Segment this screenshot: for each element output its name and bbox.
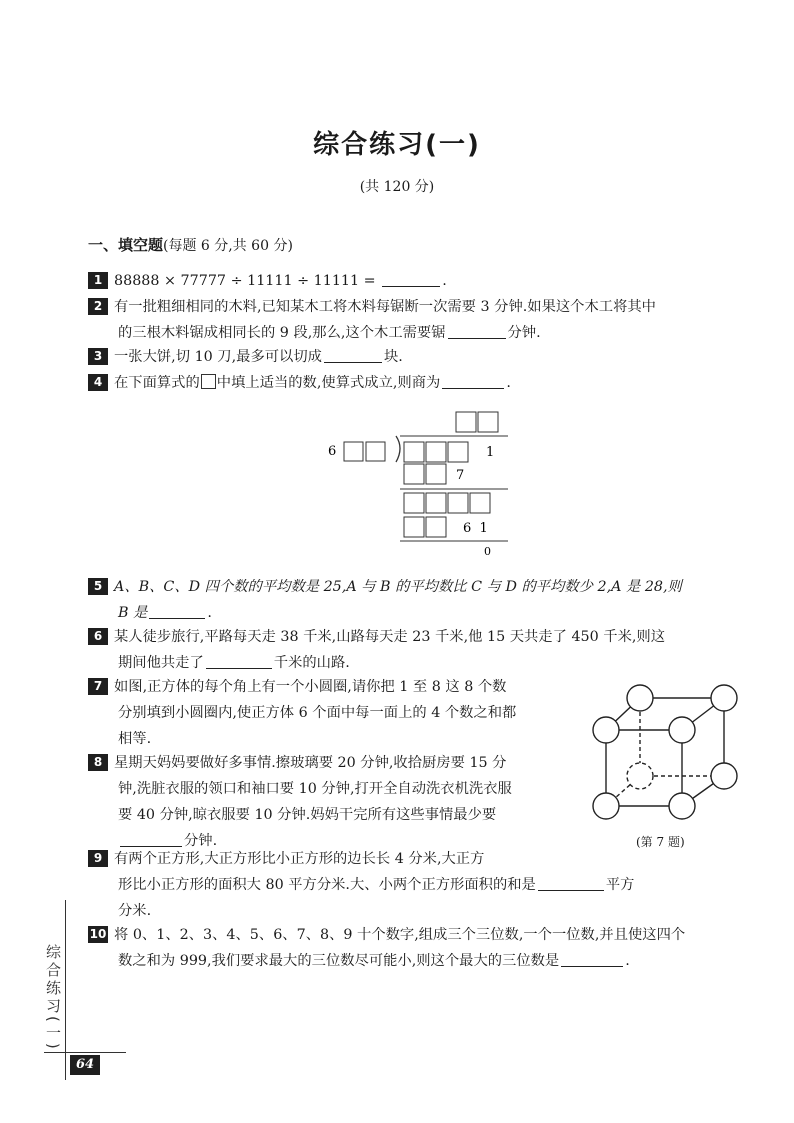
divisor-digit: 6	[328, 444, 337, 459]
cube-vertex-circle[interactable]	[711, 685, 737, 711]
question-number: 10	[89, 927, 107, 941]
cube-figure	[586, 680, 746, 830]
side-rule	[65, 900, 66, 1080]
remainder-box[interactable]	[448, 493, 468, 513]
question-6	[88, 624, 665, 676]
question-10	[88, 922, 685, 974]
answer-blank[interactable]	[149, 604, 205, 619]
answer-blank[interactable]	[448, 324, 506, 339]
dividend-box[interactable]	[404, 442, 424, 462]
answer-blank[interactable]	[206, 654, 272, 669]
question-line-end: 千米的山路.	[273, 655, 350, 671]
question-text-end: .	[506, 375, 511, 391]
final-remainder: 0	[484, 545, 491, 558]
question-line: 相等.	[118, 731, 152, 747]
divisor-box[interactable]	[366, 442, 385, 461]
question-5	[88, 574, 682, 626]
cube-vertex-circle[interactable]	[627, 685, 653, 711]
question-line-end: .	[625, 953, 630, 969]
page-subtitle: (共 120 分)	[359, 179, 435, 195]
cube-vertex-circle[interactable]	[593, 793, 619, 819]
question-line: 星期天妈妈要做好多事情.擦玻璃要 20 分钟,收拾厨房要 15 分	[114, 755, 507, 771]
question-line: A、B、C、D 四个数的平均数是 25,A 与 B 的平均数比 C 与 D 的平均数少 2,A 是 28,则	[114, 579, 682, 595]
question-text-end: 块.	[383, 349, 403, 365]
question-line: 形比小正方形的面积大 80 平方分米.大、小两个正方形面积的和是	[118, 877, 536, 893]
question-line: B 是	[118, 605, 148, 621]
question-3	[88, 344, 403, 370]
question-line: 数之和为 999,我们要求最大的三位数尽可能小,则这个最大的三位数是	[118, 953, 560, 969]
question-text: 在下面算式的	[114, 375, 200, 391]
remainder-box[interactable]	[404, 493, 424, 513]
product-box[interactable]	[404, 517, 424, 537]
question-4	[88, 370, 511, 396]
question-line: 分米.	[118, 903, 152, 919]
side-chapter-label: 综合练习(一)	[44, 944, 62, 1052]
question-7	[88, 674, 516, 752]
page-number: 64	[70, 1055, 100, 1075]
question-line: 将 0、1、2、3、4、5、6、7、8、9 十个数字,组成三个三位数,一个一位数,并且使这四个	[114, 927, 686, 943]
question-number: 3	[88, 348, 108, 365]
question-number: 4	[88, 374, 108, 391]
divisor-box[interactable]	[344, 442, 363, 461]
dividend-digit: 1	[486, 445, 495, 460]
question-9	[88, 846, 634, 924]
question-text-mid: 中填上适当的数,使算式成立,则商为	[216, 375, 441, 391]
question-number: 8	[88, 754, 108, 771]
question-line-end: .	[207, 605, 212, 621]
question-8	[88, 750, 512, 854]
question-text: 一张大饼,切 10 刀,最多可以切成	[114, 349, 322, 365]
section-title: 一、填空题	[88, 236, 164, 254]
section-note: (每题 6 分,共 60 分)	[163, 238, 293, 254]
section-heading	[88, 234, 293, 255]
remainder-box[interactable]	[426, 493, 446, 513]
question-line: 分别填到小圆圈内,使正方体 6 个面中每一面上的 4 个数之和都	[118, 705, 517, 721]
long-division-figure	[318, 404, 518, 564]
question-line-end: 分钟.	[184, 833, 218, 849]
question-line: 的三根木料锯成相同长的 9 段,那么,这个木工需要锯	[118, 325, 446, 341]
question-text-end: .	[442, 273, 447, 289]
cube-vertex-circle[interactable]	[627, 763, 653, 789]
answer-blank[interactable]	[442, 374, 504, 389]
question-line: 如图,正方体的每个角上有一个小圆圈,请你把 1 至 8 这 8 个数	[114, 679, 507, 695]
question-2	[88, 294, 656, 346]
answer-blank[interactable]	[120, 832, 182, 847]
product-box[interactable]	[426, 464, 446, 484]
dividend-box[interactable]	[448, 442, 468, 462]
answer-blank[interactable]	[538, 876, 604, 891]
cube-vertex-circle[interactable]	[593, 717, 619, 743]
square-box-icon	[201, 374, 216, 389]
answer-blank[interactable]	[382, 272, 440, 287]
question-number: 6	[88, 628, 108, 645]
figure-caption: (第 7 题)	[636, 835, 685, 849]
question-line-end: 分钟.	[507, 325, 541, 341]
question-line: 要 40 分钟,晾衣服要 10 分钟.妈妈干完所有这些事情最少要	[118, 807, 497, 823]
answer-blank[interactable]	[561, 952, 623, 967]
answer-blank[interactable]	[324, 348, 382, 363]
remainder-box[interactable]	[470, 493, 490, 513]
question-line: 钟,洗脏衣服的领口和袖口要 10 分钟,打开全自动洗衣机洗衣服	[118, 781, 512, 797]
product-box[interactable]	[404, 464, 424, 484]
dividend-box[interactable]	[426, 442, 446, 462]
question-line-end: 平方	[605, 877, 635, 893]
quotient-box[interactable]	[456, 412, 476, 432]
footer-rule	[44, 1052, 126, 1053]
question-line: 有一批粗细相同的木料,已知某木工将木料每锯断一次需要 3 分钟.如果这个木工将其中	[114, 299, 656, 315]
page-title: 综合练习(一)	[313, 130, 481, 160]
question-number: 7	[88, 678, 108, 695]
quotient-box[interactable]	[478, 412, 498, 432]
division-bracket	[396, 436, 400, 462]
cube-vertex-circle[interactable]	[669, 717, 695, 743]
cube-vertex-circle[interactable]	[669, 793, 695, 819]
product-box[interactable]	[426, 517, 446, 537]
question-number: 5	[88, 578, 108, 595]
product-digit: 7	[456, 468, 465, 483]
product-digits: 6 1	[463, 521, 488, 536]
question-line: 某人徒步旅行,平路每天走 38 千米,山路每天走 23 千米,他 15 天共走了 450 千米,则这	[114, 629, 666, 645]
question-text: 88888 × 77777 ÷ 11111 ÷ 11111 =	[114, 273, 376, 289]
cube-vertex-circle[interactable]	[711, 763, 737, 789]
question-line: 有两个正方形,大正方形比小正方形的边长长 4 分米,大正方	[114, 851, 485, 867]
question-line: 期间他共走了	[118, 655, 204, 671]
question-1	[88, 268, 447, 294]
question-number: 9	[88, 850, 108, 867]
question-number: 1	[88, 272, 108, 289]
question-number: 2	[88, 298, 108, 315]
